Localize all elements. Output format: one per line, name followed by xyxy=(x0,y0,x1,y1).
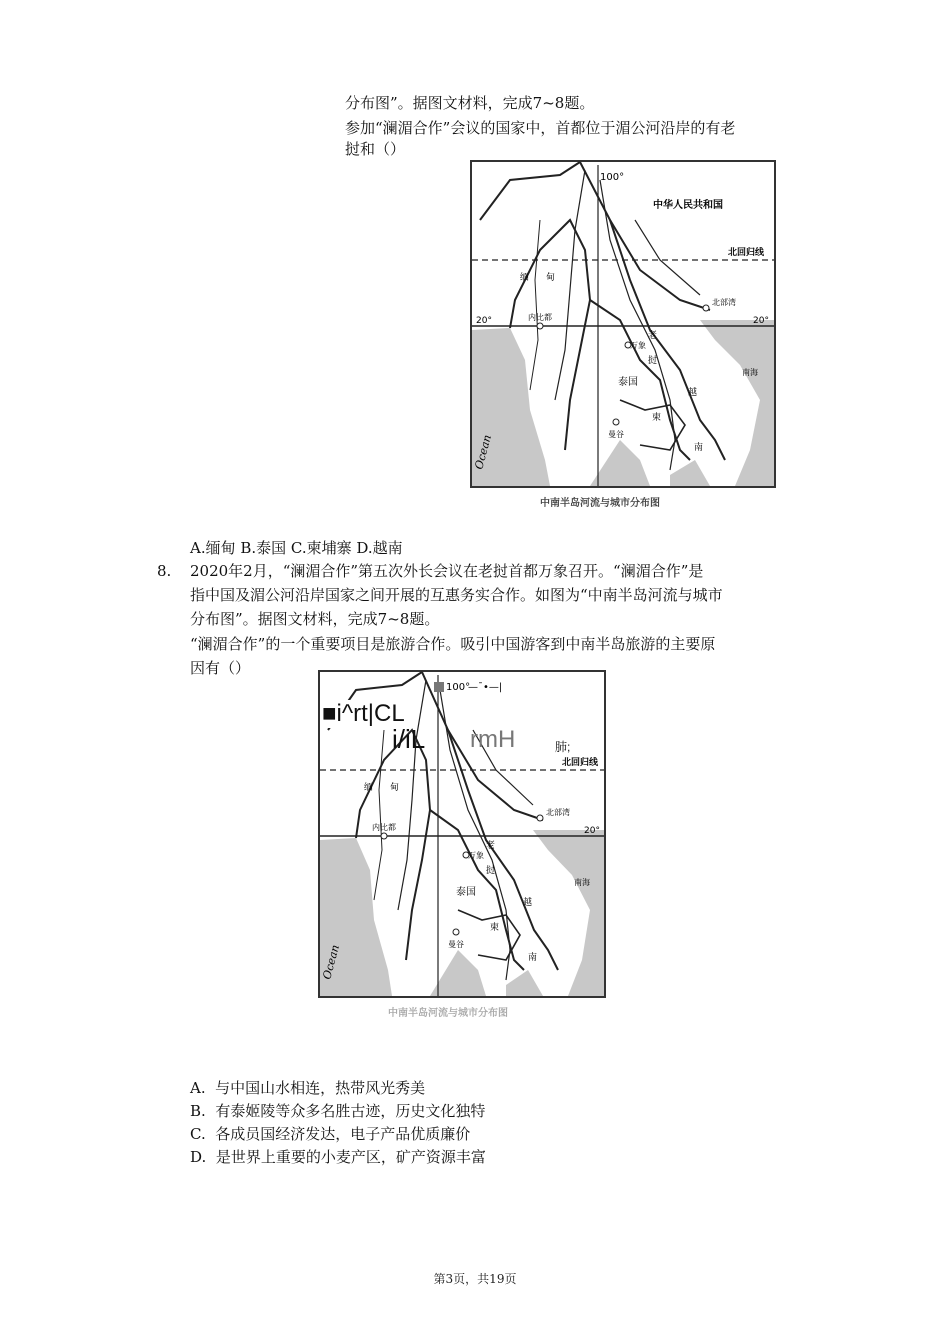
map2-naypyidaw: 内比都 xyxy=(372,823,396,832)
map2-burma-2: 甸 xyxy=(390,783,400,793)
q8-option-d xyxy=(190,1146,486,1168)
map2-lat-right: 20° xyxy=(584,826,600,836)
map2-laos-1: 老 xyxy=(486,841,496,851)
map-indochina-1 xyxy=(470,160,776,488)
map1-vientiane: 万象 xyxy=(630,341,646,350)
map1-meridian: 100° xyxy=(600,172,625,183)
q8-option-d-text: 是世界上重要的小麦产区，矿产资源丰富 xyxy=(215,1148,486,1166)
q7-intro-tail: 分布图”。据图文材料，完成7~8题。 xyxy=(345,94,595,112)
map2-ocr-3: rmH xyxy=(470,726,516,753)
map1-cambodia: 柬 xyxy=(652,413,662,423)
map2-vietnam-2: 南 xyxy=(528,953,538,963)
map2-cambodia: 柬 xyxy=(490,923,500,933)
q8-option-c-text: 各成员国经济发达，电子产品优质廉价 xyxy=(215,1125,471,1143)
map1-laos-2: 挝 xyxy=(648,356,658,366)
q7-stem-line2: 挝和（） xyxy=(345,140,406,158)
map2-ocean: Ocean xyxy=(320,943,343,981)
map2-bangkok: 曼谷 xyxy=(448,940,464,949)
q8-option-a-text: 与中国山水相连，热带风光秀美 xyxy=(215,1079,426,1097)
map1-burma-2: 甸 xyxy=(546,273,556,283)
map1-bangkok: 曼谷 xyxy=(608,430,624,439)
map1-vietnam: 越 xyxy=(688,388,698,398)
map1-southsea: 南海 xyxy=(742,368,758,377)
q8-line3: 分布图”。据图文材料，完成7~8题。 xyxy=(190,610,440,628)
map2-thailand: 泰国 xyxy=(456,887,476,898)
map1-burma-1: 缅 xyxy=(520,273,530,283)
page-footer: 第3页，共19页 xyxy=(433,1272,517,1286)
map2-caption: 中南半岛河流与城市分布图 xyxy=(388,1008,508,1019)
map2-meridian: 100° xyxy=(446,682,471,693)
q8-line4: “澜湄合作”的一个重要项目是旅游合作。吸引中国游客到中南半岛旅游的主要原 xyxy=(190,635,716,653)
q7-options: A.缅甸 B.泰国 C.柬埔寨 D.越南 xyxy=(190,539,403,557)
q7-stem-line1: 参加“澜湄合作”会议的国家中，首都位于湄公河沿岸的有老 xyxy=(345,119,736,137)
map1-laos-1: 老 xyxy=(648,331,658,341)
q8-line1: 2020年2月，“澜湄合作”第五次外长会议在老挝首都万象召开。“澜湄合作”是 xyxy=(190,562,704,580)
map2-ocr-2: i/iL xyxy=(392,724,426,754)
map2-hanoi: 北部湾 xyxy=(546,808,570,817)
map2-vietnam: 越 xyxy=(523,898,533,908)
q8-option-b-letter: B. xyxy=(190,1102,206,1120)
q8-line5: 因有（） xyxy=(190,659,251,677)
map2-laos-2: 挝 xyxy=(486,866,496,876)
q8-option-c-letter: C. xyxy=(190,1125,206,1143)
q8-line2: 指中国及湄公河沿岸国家之间开展的互惠务实合作。如图为“中南半岛河流与城市 xyxy=(190,586,723,604)
map1-caption: 中南半岛河流与城市分布图 xyxy=(540,498,660,509)
q8-option-d-letter: D. xyxy=(190,1148,207,1166)
q8-option-a-letter: A. xyxy=(190,1079,206,1097)
map1-ocean: Ocean xyxy=(472,433,495,471)
q8-option-b xyxy=(190,1100,485,1122)
q8-number: 8. xyxy=(157,562,172,580)
q8-option-b-text: 有泰姬陵等众多名胜古迹，历史文化独特 xyxy=(215,1102,486,1120)
q8-option-a xyxy=(190,1077,425,1099)
map1-naypyidaw: 内比都 xyxy=(528,313,552,322)
map2-southsea: 南海 xyxy=(574,878,590,887)
q8-option-c xyxy=(190,1123,470,1145)
map2-ocr-4: 肺; xyxy=(555,740,571,754)
map2-vientiane: 万象 xyxy=(468,851,484,860)
map2-ocr-5: —¯•—| xyxy=(468,682,503,693)
map1-tropic-label: 北回归线 xyxy=(728,248,765,258)
map1-hanoi: 北部湾 xyxy=(712,298,736,307)
map1-thailand: 泰国 xyxy=(618,377,638,388)
map1-china-label: 中华人民共和国 xyxy=(653,200,723,211)
map1-lat-right: 20° xyxy=(753,316,769,326)
map1-lat-left: 20° xyxy=(476,316,492,326)
map2-burma-1: 缅 xyxy=(364,783,374,793)
map2-tropic-label: 北回归线 xyxy=(562,758,599,768)
map1-vietnam-2: 南 xyxy=(694,443,704,453)
map2-ocr-1: ■i^rt|CL xyxy=(322,700,405,727)
